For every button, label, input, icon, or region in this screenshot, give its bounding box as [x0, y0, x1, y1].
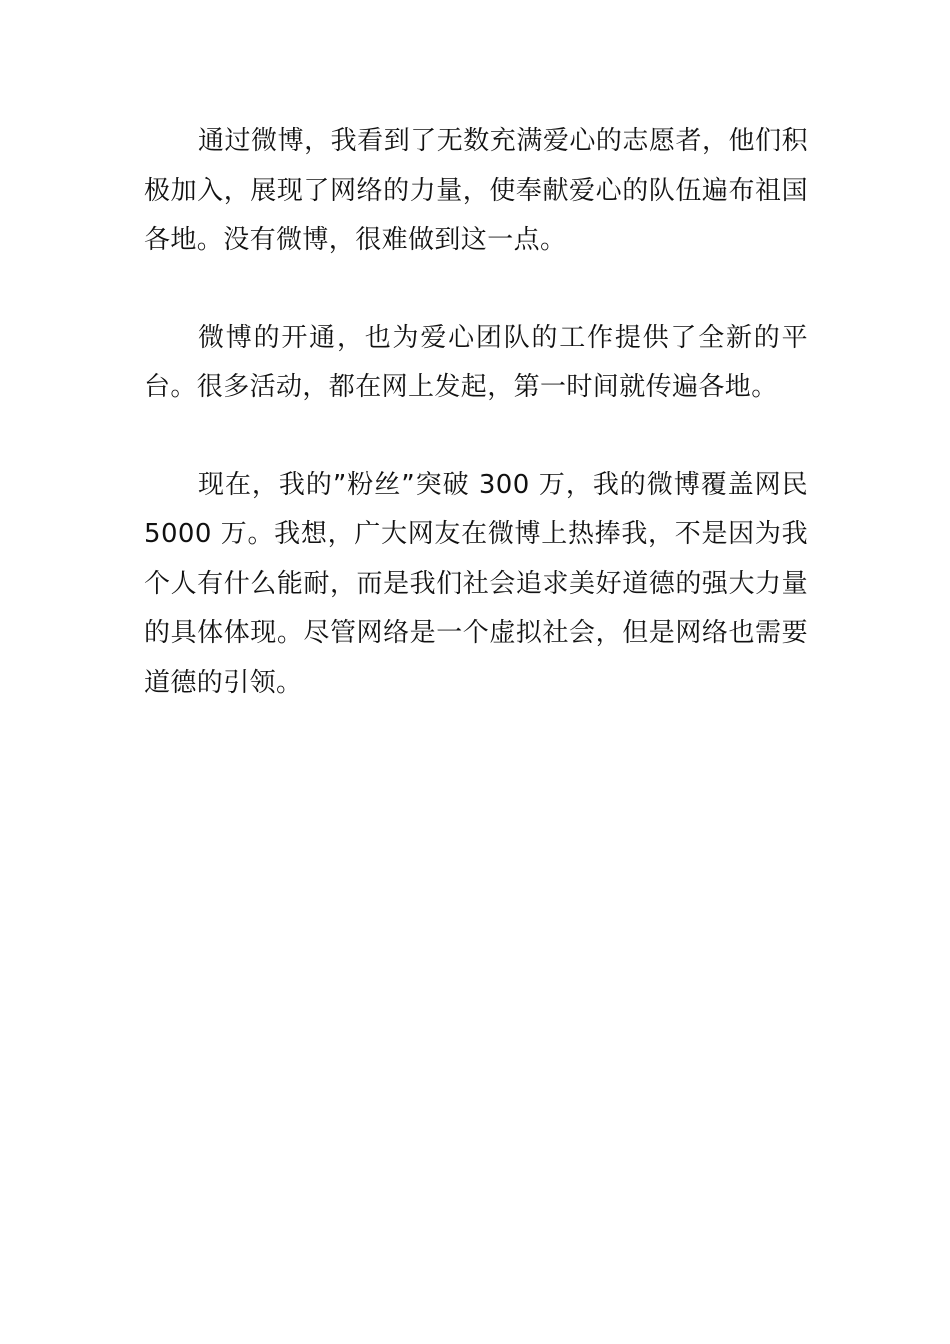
paragraph-weibo-fans: 现在，我的”粉丝”突破 300 万，我的微博覆盖网民5000 万。我想，广大网友在微博上热捧我，不是因为我个人有什么能耐，而是我们社会追求美好道德的强大力量的具体体现。尽管网络是一个虚拟社会，但是网络也需要道德的引领。: [144, 469, 808, 698]
document-body: [144, 117, 808, 708]
paragraph-weibo-volunteers: 通过微博，我看到了无数充满爱心的志愿者，他们积极加入，展现了网络的力量，使奉献爱心的队伍遍布祖国各地。没有微博，很难做到这一点。: [144, 126, 808, 255]
paragraph-weibo-platform: 微博的开通，也为爱心团队的工作提供了全新的平台。很多活动，都在网上发起，第一时间就传遍各地。: [144, 322, 808, 402]
